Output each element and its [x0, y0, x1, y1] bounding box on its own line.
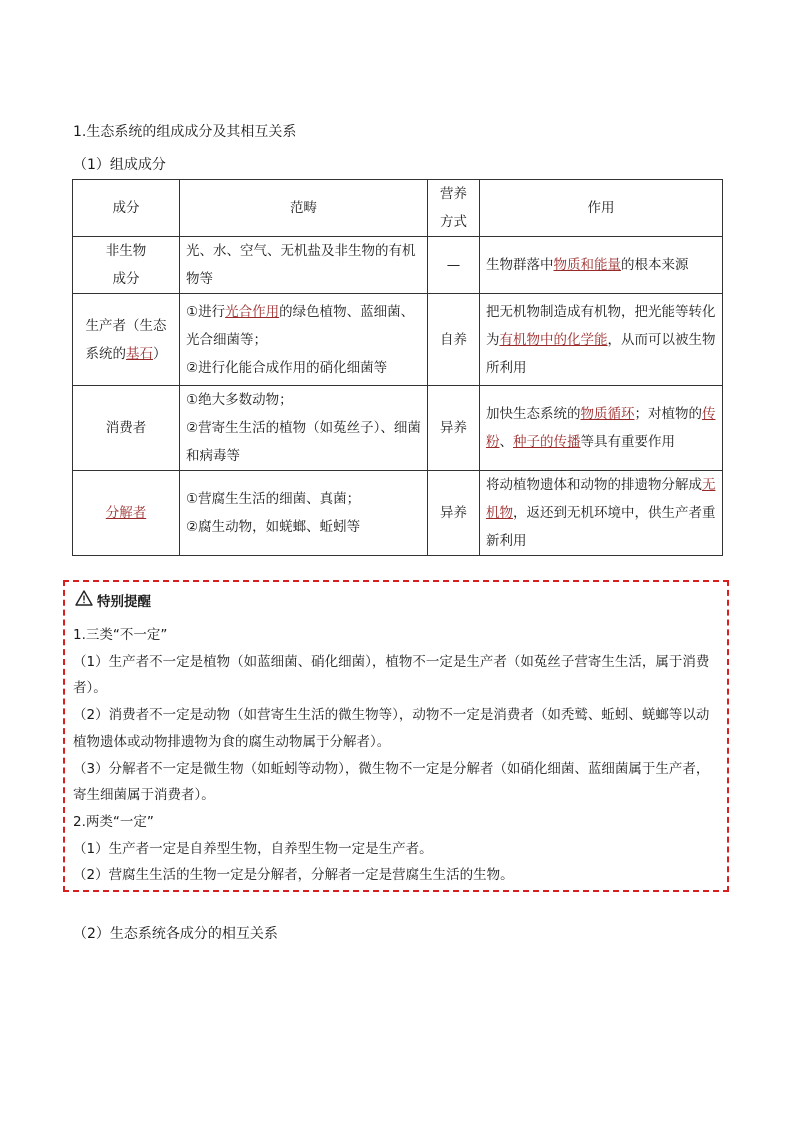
role-cell: 把无机物制造成有机物，把光能等转化为有机物中的化学能，从而可以被生物所利用: [480, 294, 723, 386]
components-table: [72, 179, 723, 556]
role-cell: 生物群落中物质和能量的根本来源: [480, 237, 723, 294]
notice-line: （2）营腐生生活的生物一定是分解者，分解者一定是营腐生生活的生物。: [73, 867, 514, 884]
table-row: [73, 294, 723, 386]
notice-line: （1）生产者不一定是植物（如蓝细菌、硝化细菌），植物不一定是生产者（如菟丝子营寄生生活，属于消费者）。: [73, 653, 710, 697]
notice-line: 1.三类“不一定”: [73, 627, 168, 643]
role-cell: 加快生态系统的物质循环；对植物的传粉、种子的传播等具有重要作用: [480, 386, 723, 471]
header-role: 作用: [480, 180, 723, 237]
header-component: 成分: [73, 180, 180, 237]
table-header-row: [73, 180, 723, 237]
scope-cell: ①绝大多数动物； ②营寄生生活的植物（如菟丝子）、细菌和病毒等: [180, 386, 428, 471]
mode-cell: 异养: [428, 386, 480, 471]
notice-lines: [73, 622, 721, 889]
section-heading: 1.生态系统的组成成分及其相互关系: [73, 124, 297, 140]
notice-line: （3）分解者不一定是微生物（如蚯蚓等动物），微生物不一定是分解者（如硝化细菌、蓝细菌属于生产者，寄生细菌属于消费者）。: [73, 760, 710, 804]
component-cell: 消费者: [73, 386, 180, 471]
mode-cell: 异养: [428, 471, 480, 556]
notice-line: （2）消费者不一定是动物（如营寄生生活的微生物等），动物不一定是消费者（如秃鹫、蚯蚓、蜣螂等以动植物遗体或动物排遗物为食的腐生动物属于分解者）。: [73, 707, 710, 750]
component-cell: 生产者（生态系统的基石）: [73, 294, 180, 386]
subsection-heading: （2）生态系统各成分的相互关系: [73, 926, 278, 942]
table-row: [73, 386, 723, 471]
table-row: [73, 471, 723, 556]
component-cell: 非生物 成分: [73, 237, 180, 294]
notice-line: 2.两类“一定”: [73, 813, 154, 830]
header-scope: 范畴: [180, 180, 428, 237]
scope-cell: 光、水、空气、无机盐及非生物的有机物等: [180, 237, 428, 294]
scope-cell: ①进行光合作用的绿色植物、蓝细菌、光合细菌等； ②进行化能合成作用的硝化细菌等: [180, 294, 428, 386]
subsection-heading: （1）组成成分: [73, 157, 166, 173]
scope-cell: ①营腐生生活的细菌、真菌； ②腐生动物，如蜣螂、蚯蚓等: [180, 471, 428, 556]
mode-cell: 自养: [428, 294, 480, 386]
notice-line: （1）生产者一定是自养型生物，自养型生物一定是生产者。: [73, 840, 433, 857]
notice-box: [63, 580, 729, 892]
component-cell: 分解者: [73, 471, 180, 556]
notice-title: 特别提醒: [75, 590, 151, 610]
mode-cell: —: [428, 237, 480, 294]
role-cell: 将动植物遗体和动物的排遗物分解成无机物，返还到无机环境中，供生产者重新利用: [480, 471, 723, 556]
table-row: [73, 237, 723, 294]
warning-icon: [75, 590, 93, 610]
header-mode: 营养方式: [428, 180, 480, 237]
